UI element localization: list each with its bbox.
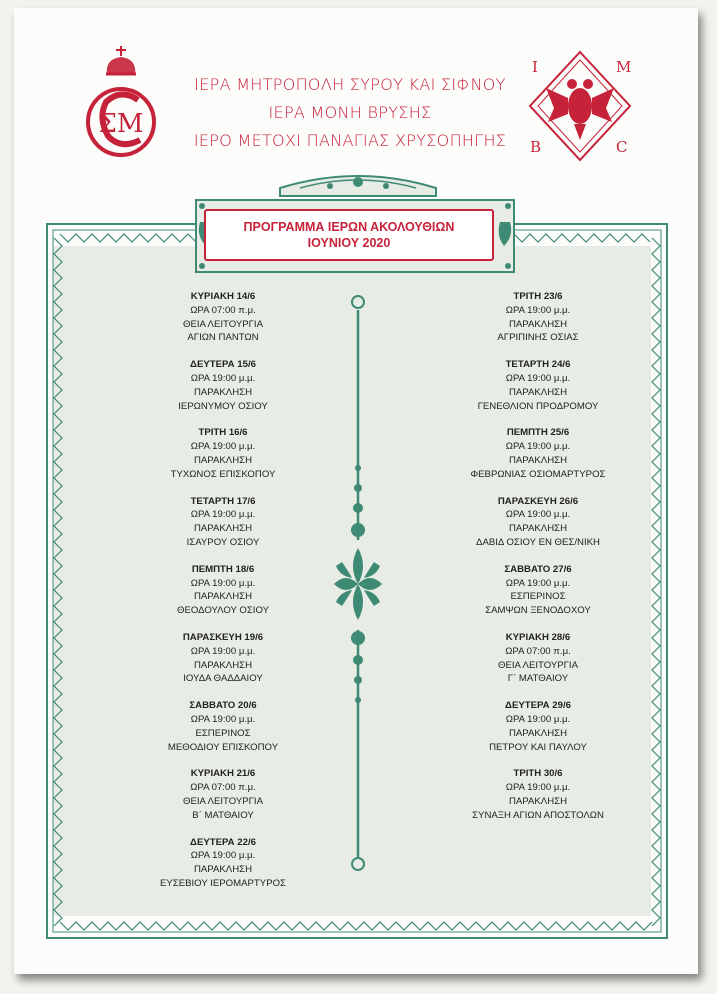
entry-service: ΕΣΠΕΡΙΝΟΣ <box>195 727 251 739</box>
entry-time: ΩΡΑ 19:00 μ.μ. <box>505 713 571 725</box>
schedule-entry <box>423 699 653 754</box>
schedule-entry <box>108 358 338 413</box>
entry-day: ΠΑΡΑΣΚΕΥΗ 19/6 <box>182 631 264 643</box>
schedule-entry <box>423 290 653 345</box>
header-line-monastery: ΙΕΡΑ ΜΟΝΗ ΒΡΥΣΗΣ <box>268 103 432 122</box>
entry-service: ΠΑΡΑΚΛΗΣΗ <box>193 386 252 398</box>
entry-day: ΠΕΜΠΤΗ 25/6 <box>506 427 570 439</box>
entry-feast: ΤΥΧΩΝΟΣ ΕΠΙΣΚΟΠΟΥ <box>170 468 276 480</box>
schedule-entry <box>423 631 653 686</box>
entry-time: ΩΡΑ 07:00 π.μ. <box>505 645 571 657</box>
entry-feast: ΑΓΡΙΠΙΝΗΣ ΟΣΙΑΣ <box>497 332 579 344</box>
entry-day: ΣΑΒΒΑΤΟ 27/6 <box>504 563 572 575</box>
svg-text:Ι: Ι <box>532 58 538 76</box>
entry-service: ΠΑΡΑΚΛΗΣΗ <box>508 795 567 807</box>
entry-day: ΤΕΤΑΡΤΗ 17/6 <box>190 495 256 507</box>
entry-day: ΚΥΡΙΑΚΗ 14/6 <box>190 291 256 302</box>
schedule-right-column <box>423 290 653 836</box>
entry-feast: ΙΕΡΩΝΥΜΟΥ ΟΣΙΟΥ <box>178 400 268 412</box>
entry-time: ΩΡΑ 07:00 π.μ. <box>190 782 256 794</box>
schedule-entry <box>108 290 338 345</box>
entry-day: ΔΕΥΤΕΡΑ 15/6 <box>190 359 256 371</box>
entry-day: ΤΕΤΑΡΤΗ 24/6 <box>505 359 571 371</box>
entry-time: ΩΡΑ 19:00 μ.μ. <box>190 372 256 384</box>
entry-time: ΩΡΑ 19:00 μ.μ. <box>505 372 571 384</box>
entry-feast: ΜΕΘΟΔΙΟΥ ΕΠΙΣΚΟΠΟΥ <box>167 741 279 753</box>
entry-day: ΔΕΥΤΕΡΑ 22/6 <box>190 836 256 848</box>
entry-service: ΠΑΡΑΚΛΗΣΗ <box>193 659 252 671</box>
entry-feast: ΕΥΣΕΒΙΟΥ ΙΕΡΟΜΑΡΤΥΡΟΣ <box>159 877 286 889</box>
entry-time: ΩΡΑ 19:00 μ.μ. <box>190 713 256 725</box>
entry-time: ΩΡΑ 19:00 μ.μ. <box>190 441 256 453</box>
entry-time: ΩΡΑ 19:00 μ.μ. <box>505 509 571 521</box>
svg-text:Β: Β <box>530 138 542 156</box>
schedule-entry <box>423 358 653 413</box>
entry-feast: Γ΄ ΜΑΤΘΑΙΟΥ <box>507 673 569 685</box>
entry-service: ΠΑΡΑΚΛΗΣΗ <box>508 318 567 330</box>
schedule-entry <box>108 767 338 822</box>
entry-service: ΠΑΡΑΚΛΗΣΗ <box>508 727 567 739</box>
entry-day: ΤΡΙΤΗ 23/6 <box>513 291 563 302</box>
entry-service: ΘΕΙΑ ΛΕΙΤΟΥΡΓΙΑ <box>183 795 263 807</box>
schedule-entry <box>108 836 338 891</box>
schedule-entry <box>108 563 338 618</box>
entry-feast: Β΄ ΜΑΤΘΑΙΟΥ <box>192 809 254 821</box>
schedule-title: ΠΡΟΓΡΑΜΜΑ ΙΕΡΩΝ ΑΚΟΛΟΥΘΙΩΝ <box>243 220 455 234</box>
schedule-entry <box>108 495 338 550</box>
entry-feast: ΙΟΥΔΑ ΘΑΔΔΑΙΟΥ <box>183 673 263 685</box>
entry-service: ΠΑΡΑΚΛΗΣΗ <box>193 591 252 603</box>
entry-feast: ΙΣΑΥΡΟΥ ΟΣΙΟΥ <box>186 536 260 548</box>
schedule-entry <box>423 563 653 618</box>
entry-feast: ΓΕΝΕΘΛΙΟΝ ΠΡΟΔΡΟΜΟΥ <box>477 400 599 412</box>
entry-day: ΚΥΡΙΑΚΗ 28/6 <box>505 631 571 643</box>
svg-text:ΣΜ: ΣΜ <box>98 109 144 139</box>
schedule-entry <box>108 699 338 754</box>
entry-feast: ΦΕΒΡΩΝΙΑΣ ΟΣΙΟΜΑΡΤΥΡΟΣ <box>470 468 606 480</box>
header-line-metochi: ΙΕΡΟ ΜΕΤΟΧΙ ΠΑΝΑΓΙΑΣ ΧΡΥΣΟΠΗΓΗΣ <box>193 131 507 150</box>
schedule-entry <box>108 631 338 686</box>
entry-service: ΠΑΡΑΚΛΗΣΗ <box>193 523 252 535</box>
entry-day: ΣΑΒΒΑΤΟ 20/6 <box>189 700 257 712</box>
entry-feast: ΣΥΝΑΞΗ ΑΓΙΩΝ ΑΠΟΣΤΟΛΩΝ <box>472 809 604 821</box>
entry-time: ΩΡΑ 19:00 μ.μ. <box>190 509 256 521</box>
schedule-entry <box>423 426 653 481</box>
entry-feast: ΣΑΜΨΩΝ ΞΕΝΟΔΟΧΟΥ <box>485 605 591 617</box>
entry-day: ΤΡΙΤΗ 16/6 <box>198 427 248 439</box>
entry-time: ΩΡΑ 19:00 μ.μ. <box>505 304 571 316</box>
entry-day: ΠΑΡΑΣΚΕΥΗ 26/6 <box>497 495 579 507</box>
entry-service: ΠΑΡΑΚΛΗΣΗ <box>508 386 567 398</box>
svg-text:С: С <box>616 138 628 156</box>
schedule-entry <box>423 495 653 550</box>
schedule-entry <box>423 767 653 822</box>
schedule-entry <box>108 426 338 481</box>
entry-day: ΤΡΙΤΗ 30/6 <box>513 768 563 780</box>
schedule-left-column <box>108 290 338 904</box>
entry-feast: ΑΓΙΩΝ ΠΑΝΤΩΝ <box>187 332 259 344</box>
entry-time: ΩΡΑ 19:00 μ.μ. <box>505 782 571 794</box>
entry-time: ΩΡΑ 19:00 μ.μ. <box>190 645 256 657</box>
entry-service: ΘΕΙΑ ΛΕΙΤΟΥΡΓΙΑ <box>498 659 578 671</box>
entry-time: ΩΡΑ 19:00 μ.μ. <box>190 577 256 589</box>
entry-feast: ΠΕΤΡΟΥ ΚΑΙ ΠΑΥΛΟΥ <box>489 741 587 753</box>
entry-service: ΠΑΡΑΚΛΗΣΗ <box>193 864 252 876</box>
entry-day: ΔΕΥΤΕΡΑ 29/6 <box>505 700 571 712</box>
svg-text:Μ: Μ <box>616 58 632 76</box>
entry-day: ΠΕΜΠΤΗ 18/6 <box>191 563 255 575</box>
entry-service: ΠΑΡΑΚΛΗΣΗ <box>508 454 567 466</box>
schedule-month: ΙΟΥΝΙΟΥ 2020 <box>307 236 391 250</box>
entry-time: ΩΡΑ 19:00 μ.μ. <box>505 577 571 589</box>
entry-service: ΕΣΠΕΡΙΝΟΣ <box>510 591 566 603</box>
entry-time: ΩΡΑ 07:00 π.μ. <box>190 304 256 316</box>
entry-service: ΠΑΡΑΚΛΗΣΗ <box>193 454 252 466</box>
entry-service: ΘΕΙΑ ΛΕΙΤΟΥΡΓΙΑ <box>183 318 263 330</box>
schedule-title-box <box>204 209 494 261</box>
entry-feast: ΘΕΟΔΟΥΛΟΥ ΟΣΙΟΥ <box>176 605 270 617</box>
entry-service: ΠΑΡΑΚΛΗΣΗ <box>508 523 567 535</box>
header-line-metropolis: ΙΕΡΑ ΜΗΤΡΟΠΟΛΗ ΣΥΡΟΥ ΚΑΙ ΣΙΦΝΟΥ <box>194 75 506 94</box>
entry-time: ΩΡΑ 19:00 μ.μ. <box>505 441 571 453</box>
entry-feast: ΔΑΒΙΔ ΟΣΙΟΥ ΕΝ ΘΕΣ/ΝΙΚΗ <box>476 536 600 548</box>
entry-day: ΚΥΡΙΑΚΗ 21/6 <box>190 768 256 780</box>
entry-time: ΩΡΑ 19:00 μ.μ. <box>190 850 256 862</box>
